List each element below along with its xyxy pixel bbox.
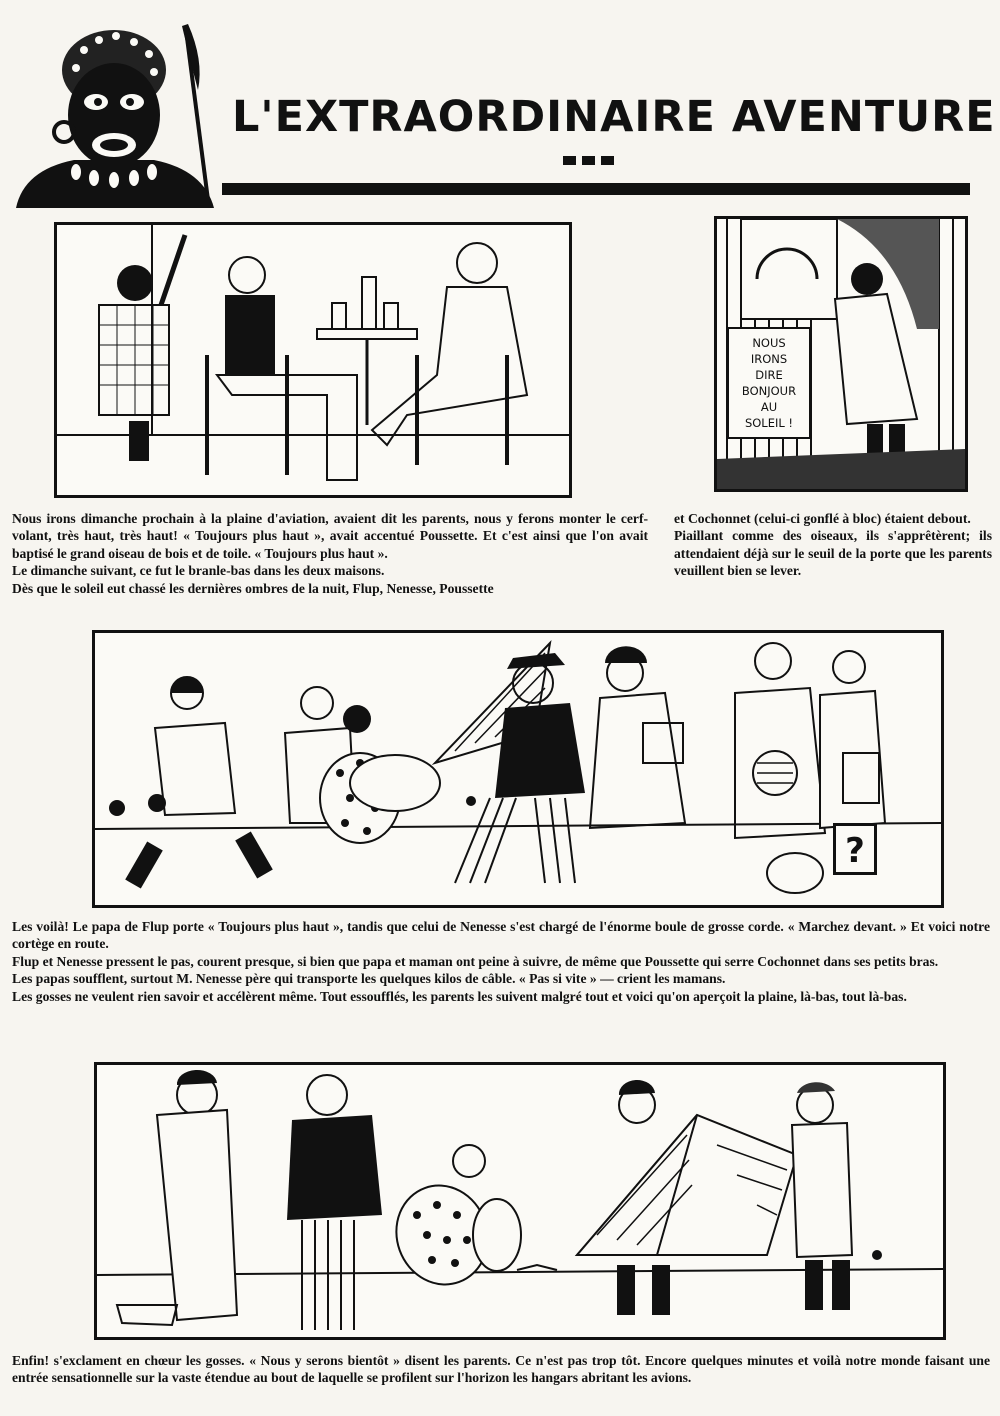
text-block-4 [12,1352,990,1387]
paragraph: Le dimanche suivant, ce fut le branle-bas dans les deux maisons. [12,563,385,579]
paragraph: Flup et Nenesse pressent le pas, courent presque, si bien que papa et maman ont peine à suivre, de même que Poussette qui serre Cochonnet dans ses petits bras. [12,953,939,969]
paragraph: Nous irons dimanche prochain à la plaine d'aviation, avaient dit les parents, nous y ferons monter le cerf-volant, très haut, très haut! « Toujours plus haut », avait accentué Poussette. Et c'est ainsi que l'on avait baptisé le grand oiseau de bois et de toile. « Toujours plus haut ». [12,511,648,561]
paragraph: Les voilà! Le papa de Flup porte « Toujours plus haut », tandis que celui de Nenesse s'est chargé de l'énorme boule de grosse corde. « Marchez devant. » Et voici notre cortège en route. [12,919,990,952]
panel-3-illustration [92,630,944,908]
panel-2-illustration [714,216,968,492]
paragraph: et Cochonnet (celui-ci gonflé à bloc) étaient debout. [674,511,971,526]
paragraph: Piaillant comme des oiseaux, ils s'apprêtèrent; ils attendaient déjà sur le seuil de la porte que les parents veuillent bien se lever. [674,528,992,579]
question-mark-box: ? [833,823,877,875]
sign-line: IRONS [750,352,788,366]
panel-2-sign [727,327,811,439]
text-block-1 [12,510,648,597]
sign-line: NOUS [752,336,786,350]
sign-line: AU [760,400,778,414]
paragraph: Dès que le soleil eut chassé les dernières ombres de la nuit, Flup, Nenesse, Poussette [12,580,494,596]
page-title: L'EXTRAORDINAIRE AVENTURE [232,92,996,142]
header-rule [222,183,970,195]
paragraph: Les papas soufflent, surtout M. Nenesse père qui transporte les quelques kilos de câble. « Pas si vite » — crient les mamans. [12,971,726,987]
sign-line: SOLEIL ! [744,416,794,430]
sign-line: BONJOUR [741,384,797,398]
paragraph: Les gosses ne veulent rien savoir et accélèrent même. Tout essoufflés, les parents les suivent malgré tout et voici qu'on aperçoit la plaine, là-bas, tout là-bas. [12,988,907,1004]
paragraph: Enfin! s'exclament en chœur les gosses. « Nous y serons bientôt » disent les parents. Ce n'est pas trop tôt. Encore quelques minutes et voilà notre monde faisant une entrée sensationnelle sur la vaste étendue au bout de laquelle se profilent sur l'horizon les hangars abritant les avions. [12,1353,990,1386]
panel-4-illustration [94,1062,946,1340]
text-block-2 [674,510,992,580]
title-ornament [563,152,620,170]
sign-line: DIRE [755,368,783,382]
panel-1-illustration [54,222,572,498]
text-block-3 [12,918,990,1005]
header-illustration [14,20,234,208]
